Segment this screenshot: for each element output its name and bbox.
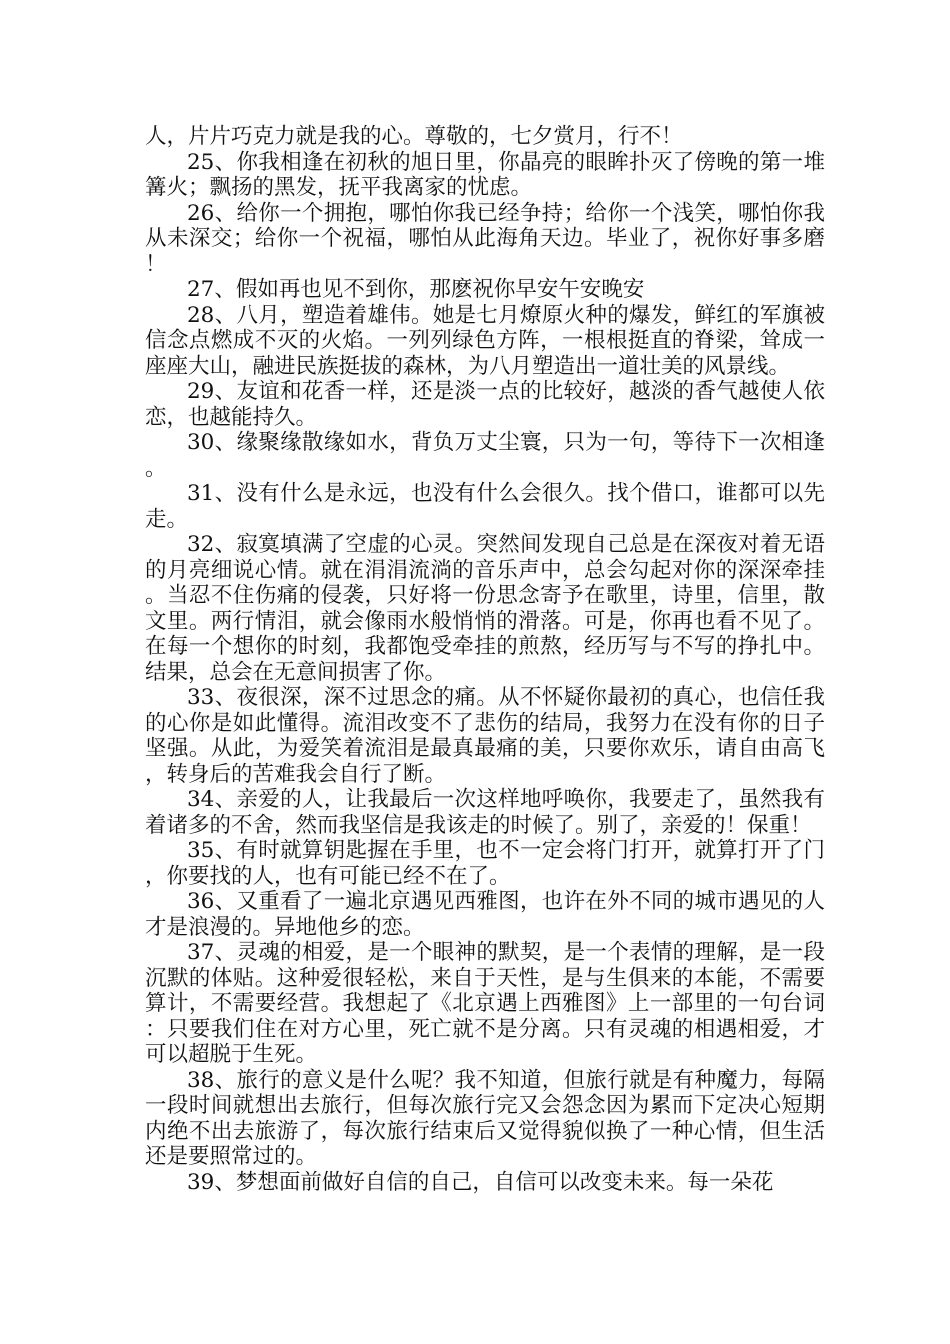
paragraph-37: 37、灵魂的相爱，是一个眼神的默契，是一个表情的理解，是一段沉默的体贴。这种爱很轻松，来自于天性，是与生俱来的本能，不需要算计，不需要经营。我想起了《北京遇上西雅图》上一部里的一句台词：只要我们住在对方心里，死亡就不是分离。只有灵魂的相遇相爱，才可以超脱于生死。 [145,940,825,1067]
paragraph-25: 25、你我相逢在初秋的旭日里，你晶亮的眼眸扑灭了傍晚的第一堆篝火；飘扬的黑发，抚平我离家的忧虑。 [145,149,825,200]
paragraph-39: 39、梦想面前做好自信的自己，自信可以改变未来。每一朵花 [187,1169,774,1195]
paragraph-33: 33、夜很深，深不过思念的痛。从不怀疑你最初的真心，也信任我的心你是如此懂得。流泪改变不了悲伤的结局，我努力在没有你的日子坚强。从此，为爱笑着流泪是最真最痛的美，只要你欢乐，请自由高飞，转身后的苦难我会自行了断。 [145,685,825,787]
document-body [145,124,825,1195]
paragraph-32: 32、寂寞填满了空虚的心灵。突然间发现自己总是在深夜对着无语的月亮细说心情。就在涓涓流淌的音乐声中，总会勾起对你的深深牵挂。当忍不住伤痛的侵袭，只好将一份思念寄予在歌里，诗里，信里，散文里。两行情泪，就会像雨水般悄悄的滑落。可是，你再也看不见了。在每一个想你的时刻，我都饱受牵挂的煎熬，经历写与不写的挣扎中。结果，总会在无意间损害了你。 [145,532,825,685]
paragraph-38: 38、旅行的意义是什么呢？我不知道，但旅行就是有种魔力，每隔一段时间就想出去旅行，但每次旅行完又会怨念因为累而下定决心短期内绝不出去旅游了，每次旅行结束后又觉得貌似换了一种心情，但生活还是要照常过的。 [145,1067,825,1169]
paragraph-29: 29、友谊和花香一样，还是淡一点的比较好，越淡的香气越使人依恋，也越能持久。 [145,379,825,430]
paragraph-35: 35、有时就算钥匙握在手里，也不一定会将门打开，就算打开了门，你要找的人，也有可能已经不在了。 [145,838,825,889]
paragraph-28: 28、八月，塑造着雄伟。她是七月燎原火种的爆发，鲜红的军旗被信念点燃成不灭的火焰。一列列绿色方阵，一根根挺直的脊梁，耸成一座座大山，融进民族挺拔的森林，为八月塑造出一道壮美的风景线。 [145,302,825,379]
paragraph-27: 27、假如再也见不到你，那麽祝你早安午安晚安 [187,277,645,302]
paragraph-31: 31、没有什么是永远，也没有什么会很久。找个借口，谁都可以先走。 [145,481,825,532]
paragraph-34: 34、亲爱的人，让我最后一次这样地呼唤你，我要走了，虽然我有着诸多的不舍，然而我坚信是我该走的时候了。别了，亲爱的！保重！ [145,787,825,838]
paragraph-continuation: 人，片片巧克力就是我的心。尊敬的，七夕赏月，行不！ [145,124,683,149]
paragraph-30: 30、缘聚缘散缘如水，背负万丈尘寰，只为一句，等待下一次相逢。 [145,430,825,481]
paragraph-26: 26、给你一个拥抱，哪怕你我已经争持；给你一个浅笑，哪怕你我从未深交；给你一个祝福，哪怕从此海角天边。毕业了，祝你好事多磨！ [145,200,825,277]
paragraph-36: 36、又重看了一遍北京遇见西雅图，也许在外不同的城市遇见的人才是浪漫的。异地他乡的恋。 [145,889,825,940]
